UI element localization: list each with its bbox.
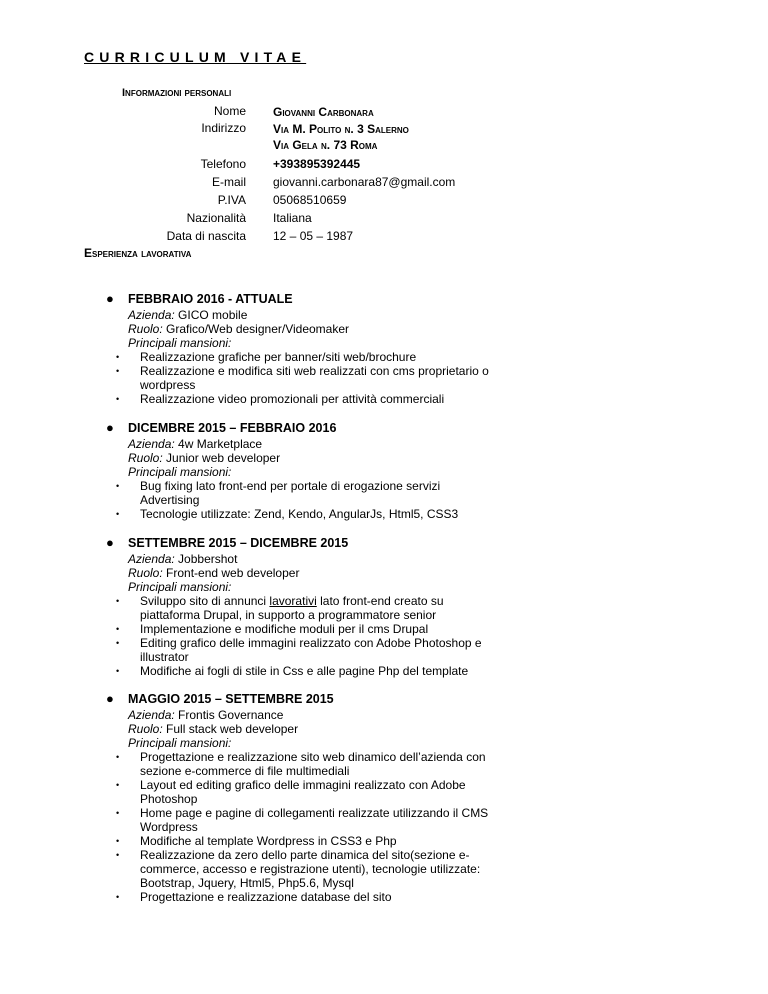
name-label: Nome xyxy=(213,104,246,118)
company-label: Azienda: xyxy=(128,308,175,322)
phone-label: Telefono xyxy=(200,157,246,171)
bullet-icon: ● xyxy=(106,291,114,306)
email-value: giovanni.carbonara87@gmail.com xyxy=(273,175,456,189)
bullet-icon: • xyxy=(116,836,120,846)
bullet-icon: • xyxy=(116,892,120,902)
name-value: Giovanni Carbonara xyxy=(273,105,374,119)
job-period: DICEMBRE 2015 – FEBBRAIO 2016 xyxy=(128,421,337,435)
bullet-icon: • xyxy=(116,352,120,362)
bullet-icon: • xyxy=(116,666,120,676)
role-value: Front-end web developer xyxy=(166,566,300,580)
role-label: Ruolo: xyxy=(128,566,163,580)
role-label: Ruolo: xyxy=(128,722,163,736)
birth-label: Data di nascita xyxy=(166,229,246,243)
duties-label: Principali mansioni: xyxy=(128,465,232,479)
company-label: Azienda: xyxy=(128,708,175,722)
piva-value: 05068510659 xyxy=(273,193,347,207)
company-label: Azienda: xyxy=(128,437,175,451)
address-line-1: Via M. Polito n. 3 Salerno xyxy=(273,122,409,136)
bullet-icon: ● xyxy=(106,691,114,706)
duties-label: Principali mansioni: xyxy=(128,336,232,350)
company-value: 4w Marketplace xyxy=(178,437,263,451)
phone-value: +393895392445 xyxy=(273,157,361,171)
bullet-icon: • xyxy=(116,394,120,404)
experience-heading: Esperienza lavorativa xyxy=(84,246,192,260)
nationality-label: Nazionalità xyxy=(186,211,246,225)
birth-value: 12 – 05 – 1987 xyxy=(273,229,354,243)
company-value: Frontis Governance xyxy=(178,708,284,722)
bullet-icon: • xyxy=(116,808,120,818)
job-period: MAGGIO 2015 – SETTEMBRE 2015 xyxy=(128,692,334,706)
email-label: E-mail xyxy=(211,175,246,189)
bullet-icon: ● xyxy=(106,535,114,550)
role-value: Grafico/Web designer/Videomaker xyxy=(166,322,350,336)
personal-info-heading: Informazioni personali xyxy=(122,87,232,99)
bullet-icon: • xyxy=(116,481,120,491)
bullet-icon: • xyxy=(116,509,120,519)
role-value: Junior web developer xyxy=(166,451,281,465)
role-value: Full stack web developer xyxy=(166,722,299,736)
address-label: Indirizzo xyxy=(201,121,246,135)
duties-label: Principali mansioni: xyxy=(128,736,232,750)
bullet-icon: • xyxy=(116,780,120,790)
document-title: CURRICULUM VITAE xyxy=(84,49,307,65)
bullet-icon: • xyxy=(116,366,120,376)
job-period: FEBBRAIO 2016 - ATTUALE xyxy=(128,292,293,306)
address-line-2: Via Gela n. 73 Roma xyxy=(273,138,378,152)
duties-label: Principali mansioni: xyxy=(128,580,232,594)
role-label: Ruolo: xyxy=(128,322,163,336)
job-period: SETTEMBRE 2015 – DICEMBRE 2015 xyxy=(128,536,349,550)
role-label: Ruolo: xyxy=(128,451,163,465)
bullet-icon: • xyxy=(116,596,120,606)
piva-label: P.IVA xyxy=(217,193,246,207)
bullet-icon: • xyxy=(116,624,120,634)
bullet-icon: • xyxy=(116,752,120,762)
bullet-icon: • xyxy=(116,638,120,648)
company-value: Jobbershot xyxy=(178,552,238,566)
bullet-icon: ● xyxy=(106,420,114,435)
company-value: GICO mobile xyxy=(178,308,248,322)
company-label: Azienda: xyxy=(128,552,175,566)
bullet-icon: • xyxy=(116,850,120,860)
nationality-value: Italiana xyxy=(273,211,312,225)
